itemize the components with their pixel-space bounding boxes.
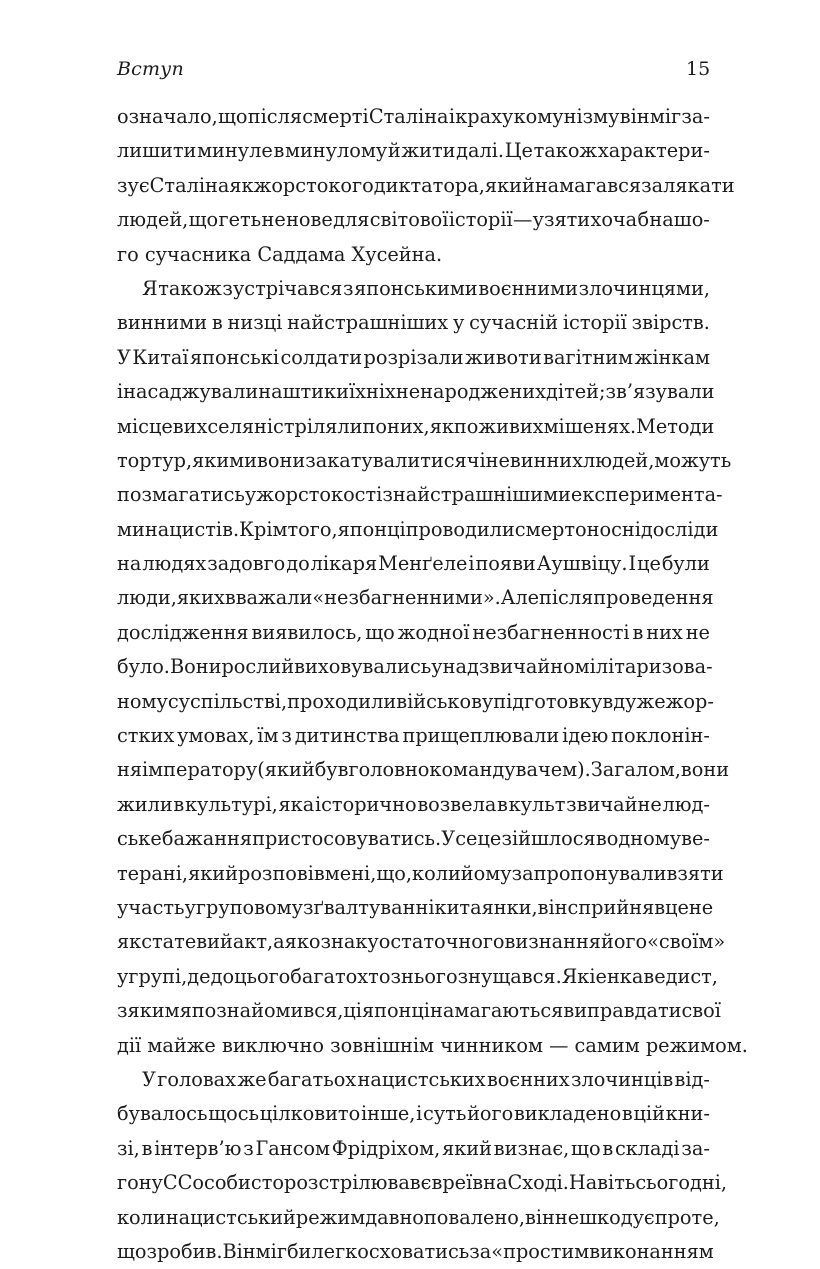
text-line: У Китаї японські солдати розрізали животи вагітним жінкам <box>117 345 710 369</box>
text-line: у групі, де до цього багато хто з нього знущався. Як і енкаведист, <box>117 964 718 988</box>
text-line: тортур, якими вони закатували тисячі невинних людей, можуть <box>117 448 732 472</box>
text-line: У головах же багатьох нацистських воєнних злочинців від- <box>142 1067 710 1091</box>
text-line: як статевий акт, а як ознаку остаточного визнання його «своїм» <box>117 930 726 954</box>
text-line: позмагатись у жорстокості з найстрашнішими експеримента- <box>117 483 723 507</box>
text-line: з яким я познайомився, ці японці намагаються виправдати свої <box>117 999 721 1023</box>
text-line: що зробив. Він міг би легко сховатись за «простим виконанням <box>117 1239 714 1263</box>
text-line: зує Сталіна як жорстокого диктатора, який намагався залякати <box>117 173 735 197</box>
body-text <box>117 100 748 1269</box>
text-line: Я також зустрічався з японськими воєнними злочинцями, <box>142 276 710 300</box>
text-line: терані, який розповів мені, що, коли йому запропонували взяти <box>117 861 724 885</box>
text-line: ня імператору (який був головнокомандувачем). Загалом, вони <box>117 758 730 782</box>
text-line: означало, що після смерті Сталіна і краху комунізму він міг за- <box>117 105 710 128</box>
text-line: ному суспільстві, проходили військову підготовку в дуже жор- <box>117 689 714 713</box>
text-line: винними в низці найстрашніших у сучасній історії звірств. <box>117 311 710 335</box>
text-line: коли нацистський режим давно повалено, він не шкодує про те, <box>117 1205 720 1229</box>
text-line: було. Вони росли й виховувались у надзвичайно мілітаризова- <box>117 655 713 679</box>
text-line: бувалось щось цілковито інше, і суть його викладено в цій кни- <box>117 1102 710 1126</box>
running-head: Вступ <box>117 58 184 80</box>
text-line: і насаджували на штики їхніх ненароджених дітей; зв’язували <box>117 380 715 404</box>
text-line: дії майже виключно зовнішнім чинником — самим режимом. <box>117 1033 748 1057</box>
text-line: людей, що геть не нове для світової історії — узяти хоча б нашо- <box>117 208 710 232</box>
text-line: ми нацистів. Крім того, японці проводили смертоносні досліди <box>117 517 719 541</box>
text-line: дослідження виявилось, що жодної незбагненності в них не <box>117 620 710 644</box>
text-line: участь у груповому зґвалтуванні китаянки, він сприйняв це не <box>117 895 714 919</box>
text-line: гону СС особисто розстрілював євреїв на Сході. Навіть сьогодні, <box>117 1171 728 1195</box>
text-line: місцевих селян і стріляли по них, як по живих мішенях. Методи <box>117 414 715 438</box>
text-line: люди, яких вважали «незбагненними». Але після проведення <box>117 586 714 610</box>
text-line: стких умовах, їм з дитинства прищеплювали ідею поклонін- <box>117 724 710 748</box>
text-line: го сучасника Саддама Хусейна. <box>117 242 443 266</box>
text-line: зі, в інтерв’ю з Гансом Фрідріхом, який визнає, що в складі за- <box>117 1136 710 1160</box>
text-line: на людях задовго до лікаря Менґеле і появи Аушвіцу. І це були <box>117 552 710 576</box>
page-number: 15 <box>686 58 711 80</box>
text-line: ське бажання пристосовуватись. Усе це зійшлося в одному ве- <box>117 827 710 851</box>
text-line: жили в культурі, яка історично возвела в культ звичайне люд- <box>117 792 710 816</box>
text-line: лишити минуле в минулому й жити далі. Це також характери- <box>117 139 710 163</box>
